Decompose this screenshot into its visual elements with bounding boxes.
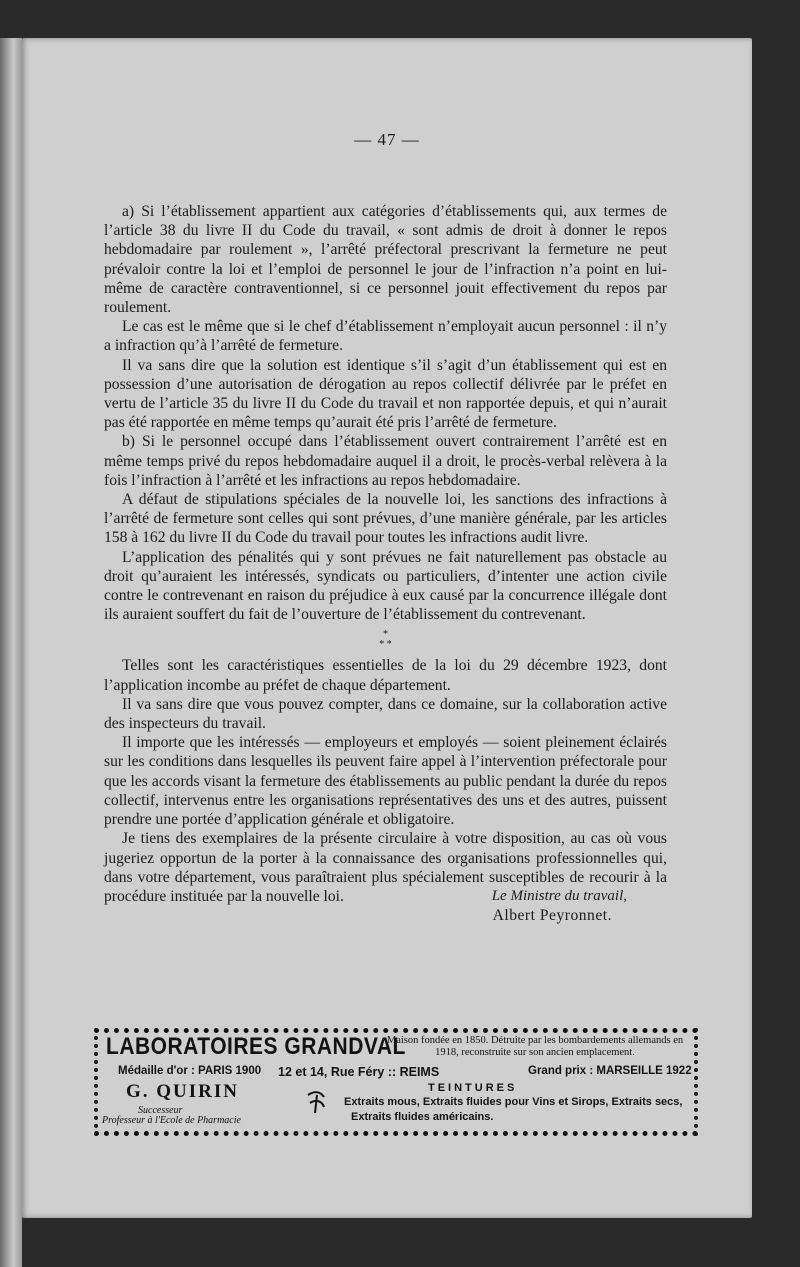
ad-company-name: LABORATOIRES GRANDVAL <box>106 1033 406 1060</box>
paragraph: A défaut de stipulations spéciales de la nouvelle loi, les sanctions des infractions à l’arrêté de fermeture sont celles qui sont prévues, d’une manière générale, par les articles 158 à 162 du livre II du Code du travail pour toutes les infractions audit livre. <box>104 491 667 547</box>
paragraph: b) Si le personnel occupé dans l’établissement ouvert contrairement l’arrêté est en même temps privé du repos hebdomadaire auquel il a droit, le procès-verbal relèvera à la fois l’infraction à l’arrêté et les infractions au repos hebdomadaire. <box>104 433 667 489</box>
ad-medal: Médaille d'or : PARIS 1900 <box>118 1065 262 1077</box>
section-separator: * * * <box>379 629 392 651</box>
ad-successor: Successeur <box>138 1105 183 1116</box>
paragraph: Telles sont les caractéristiques essentielles de la loi du 29 décembre 1923, dont l’application incombe au préfet de chaque département. <box>104 657 667 694</box>
document-page <box>22 38 752 1218</box>
paragraph: Il va sans dire que vous pouvez compter, dans ce domaine, sur la collaboration active des inspecteurs du travail. <box>104 695 667 733</box>
paragraph: Je tiens des exemplaires de la présente circulaire à votre disposition, au cas où vous jugeriez opportun de la porter à la connaissance des organisations professionnelles qui, dans votre département, vous paraîtraient plus spécialement susceptibles de recourir à la procédure instituée par la nouvelle loi. <box>104 830 667 905</box>
ad-person-name: G. QUIRIN <box>126 1081 240 1102</box>
ad-tintures: TEINTURES <box>428 1082 518 1094</box>
body-text <box>104 202 667 926</box>
ad-professor: Professeur à l'Ecole de Pharmacie <box>102 1115 241 1126</box>
paragraph: a) Si l’établissement appartient aux catégories d’établissements qui, aux termes de l’article 38 du livre II du Code du travail, « sont admis de droit à donner le repos hebdomadaire par roulement », l’arrêté préfectoral prescrivant la fermeture ne peut prévaloir contre la loi et l’emploi de personnel le jour de l’infraction n’a point en lui-même de caractère contraventionnel, si ce personnel jouit effectivement du repos par roulement. <box>104 203 667 317</box>
ad-founded-note: Maison fondée en 1850. Détruite par les bombardements allemands en 1918, reconstruite sur son ancien emplacement. <box>386 1035 684 1058</box>
paragraph: Il va sans dire que la solution est identique s’il s’agit d’un établissement qui est en possession d’une autorisation de dérogation au repos collectif délivrée par le préfet en vertu de l’article 35 du livre II du Code du travail et non rapportée depuis, et qui n’aurait pas été rapportée en même temps qu’aurait été pris l’arrêté de fermeture. <box>104 356 667 432</box>
paragraph: L’application des pénalités qui y sont prévues ne fait naturellement pas obstacle au droit qu’auraient les intéressés, syndicats ou particuliers, d’intenter une action civile contre le contrevenant en raison du préjudice à eux causé par la concurrence illégale dont ils auraient souffert du fait de l’ouverture de l’établissement du contrevenant. <box>104 548 667 624</box>
ad-extracts-line2: Extraits fluides américains. <box>351 1111 494 1123</box>
signature-name: Albert Peyronnet. <box>492 907 612 925</box>
paragraph: Le cas est le même que si le chef d’établissement n’employait aucun personnel : il n’y a infraction qu’à l’arrêté de fermeture. <box>104 318 667 355</box>
page-number: — 47 — <box>354 130 420 149</box>
ad-extracts-line1: Extraits mous, Extraits fluides pour Vins et Sirops, Extraits secs, <box>344 1096 683 1108</box>
ad-address: 12 et 14, Rue Féry :: REIMS <box>278 1065 440 1079</box>
paragraph: Il importe que les intéressés — employeurs et employés — soient pleinement éclairés sur les conditions dans lesquelles ils peuvent faire appel à l’intervention préfectorale pour que les accords visant la fermeture des établissements au public pendant la durée du repos collectif, intervenus entre les organisations représentatives des uns et des autres, puissent prendre une portée d’application générale et obligatoire. <box>104 734 667 829</box>
advertisement <box>94 1028 698 1136</box>
signature-role: Le Ministre du travail, <box>491 888 627 905</box>
ad-logo-icon <box>304 1089 330 1121</box>
adjacent-page-edge <box>0 38 22 1267</box>
ad-prize: Grand prix : MARSEILLE 1922 <box>528 1065 692 1077</box>
